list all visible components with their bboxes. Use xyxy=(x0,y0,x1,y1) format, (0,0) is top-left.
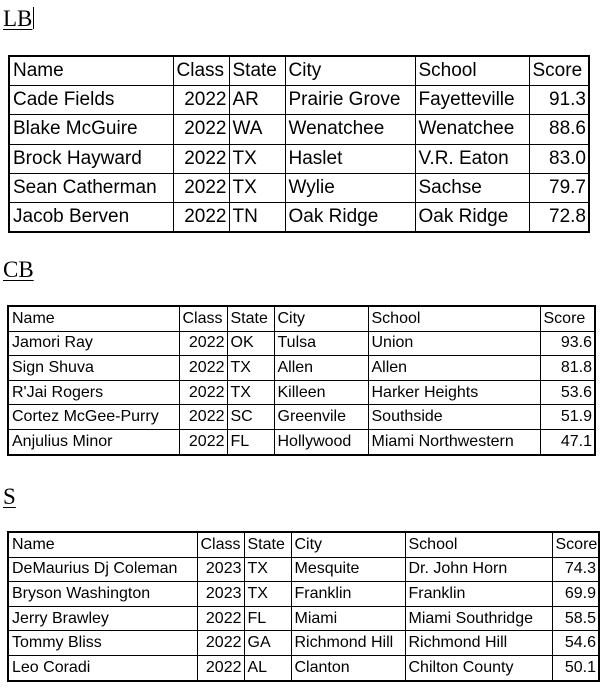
cell-city: Wenatchee xyxy=(285,115,415,144)
cell-name: Tommy Bliss xyxy=(8,631,197,656)
cell-score: 88.6 xyxy=(529,115,589,144)
cell-state: TX xyxy=(229,144,285,173)
cell-name: Blake McGuire xyxy=(9,115,173,144)
section-heading-cb: CB xyxy=(3,257,34,282)
column-header: State xyxy=(229,56,285,86)
table-row xyxy=(8,380,595,405)
cell-city: Franklin xyxy=(291,582,405,607)
table-row xyxy=(9,144,589,173)
cell-school: Union xyxy=(368,331,540,356)
cell-school: Sachse xyxy=(415,173,529,202)
cell-city: Killeen xyxy=(274,380,368,405)
cell-score: 93.6 xyxy=(540,331,595,356)
cell-state: SC xyxy=(227,405,274,430)
column-header: Score xyxy=(540,306,595,331)
cell-state: TX xyxy=(229,173,285,202)
cell-school: Richmond Hill xyxy=(405,631,552,656)
cell-score: 54.6 xyxy=(552,631,599,656)
table-row xyxy=(8,655,599,680)
cell-name: Leo Coradi xyxy=(8,655,197,680)
cell-class: 2022 xyxy=(173,144,229,173)
cell-city: Clanton xyxy=(291,655,405,680)
cell-score: 91.3 xyxy=(529,86,589,115)
cell-class: 2022 xyxy=(179,356,227,381)
cell-state: OK xyxy=(227,331,274,356)
table-row xyxy=(9,173,589,202)
cell-class: 2022 xyxy=(179,405,227,430)
cell-school: Wenatchee xyxy=(415,115,529,144)
cell-school: Chilton County xyxy=(405,655,552,680)
table-row xyxy=(8,631,599,656)
cell-score: 47.1 xyxy=(540,429,595,454)
cell-state: FL xyxy=(244,606,291,631)
cell-name: Brock Hayward xyxy=(9,144,173,173)
table-header-row xyxy=(8,532,599,557)
cell-school: Dr. John Horn xyxy=(405,557,552,582)
cell-score: 53.6 xyxy=(540,380,595,405)
s-table xyxy=(7,531,600,682)
table-row xyxy=(8,557,599,582)
table-row xyxy=(8,405,595,430)
cell-school: V.R. Eaton xyxy=(415,144,529,173)
cell-school: Allen xyxy=(368,356,540,381)
cell-class: 2022 xyxy=(173,173,229,202)
cell-name: Jerry Brawley xyxy=(8,606,197,631)
table-row xyxy=(9,202,589,232)
cell-name: Cade Fields xyxy=(9,86,173,115)
cell-name: Bryson Washington xyxy=(8,582,197,607)
cell-class: 2022 xyxy=(179,429,227,454)
cell-score: 51.9 xyxy=(540,405,595,430)
cell-class: 2022 xyxy=(179,331,227,356)
cell-name: Jamori Ray xyxy=(8,331,179,356)
cell-name: Sign Shuva xyxy=(8,356,179,381)
section-heading-s: S xyxy=(3,484,16,509)
cell-score: 74.3 xyxy=(552,557,599,582)
cell-class: 2022 xyxy=(197,631,244,656)
column-header: Name xyxy=(8,306,179,331)
cell-score: 50.1 xyxy=(552,655,599,680)
cell-state: TN xyxy=(229,202,285,232)
cell-state: GA xyxy=(244,631,291,656)
column-header: Name xyxy=(8,532,197,557)
cell-state: TX xyxy=(227,380,274,405)
table-row xyxy=(8,606,599,631)
cell-class: 2023 xyxy=(197,557,244,582)
section-heading-lb: LB xyxy=(3,6,33,31)
cell-name: R'Jai Rogers xyxy=(8,380,179,405)
cell-state: FL xyxy=(227,429,274,454)
column-header: Name xyxy=(9,56,173,86)
cell-city: Prairie Grove xyxy=(285,86,415,115)
column-header: City xyxy=(274,306,368,331)
cell-school: Southside xyxy=(368,405,540,430)
table-row xyxy=(9,86,589,115)
cell-class: 2022 xyxy=(179,380,227,405)
cb-table xyxy=(7,305,596,456)
cell-name: Cortez McGee-Purry xyxy=(8,405,179,430)
cell-school: Miami Southridge xyxy=(405,606,552,631)
column-header: School xyxy=(405,532,552,557)
cell-name: Jacob Berven xyxy=(9,202,173,232)
cell-city: Mesquite xyxy=(291,557,405,582)
table-header-row xyxy=(8,306,595,331)
cell-state: WA xyxy=(229,115,285,144)
column-header: Class xyxy=(179,306,227,331)
cell-class: 2022 xyxy=(197,655,244,680)
cell-class: 2023 xyxy=(197,582,244,607)
column-header: State xyxy=(227,306,274,331)
column-header: Score xyxy=(529,56,589,86)
cell-score: 79.7 xyxy=(529,173,589,202)
column-header: Score xyxy=(552,532,599,557)
cell-class: 2022 xyxy=(173,115,229,144)
cell-name: Anjulius Minor xyxy=(8,429,179,454)
column-header: School xyxy=(415,56,529,86)
cell-score: 69.9 xyxy=(552,582,599,607)
column-header: Class xyxy=(197,532,244,557)
table-row xyxy=(8,582,599,607)
table-header-row xyxy=(9,56,589,86)
cell-school: Harker Heights xyxy=(368,380,540,405)
cell-name: Sean Catherman xyxy=(9,173,173,202)
cell-city: Oak Ridge xyxy=(285,202,415,232)
column-header: City xyxy=(285,56,415,86)
cell-school: Oak Ridge xyxy=(415,202,529,232)
cell-score: 72.8 xyxy=(529,202,589,232)
cell-city: Allen xyxy=(274,356,368,381)
cell-city: Haslet xyxy=(285,144,415,173)
cell-state: TX xyxy=(244,582,291,607)
cell-score: 83.0 xyxy=(529,144,589,173)
column-header: State xyxy=(244,532,291,557)
cell-class: 2022 xyxy=(197,606,244,631)
cell-class: 2022 xyxy=(173,86,229,115)
cell-class: 2022 xyxy=(173,202,229,232)
cell-school: Fayetteville xyxy=(415,86,529,115)
cell-name: DeMaurius Dj Coleman xyxy=(8,557,197,582)
cell-state: TX xyxy=(227,356,274,381)
cell-school: Miami Northwestern xyxy=(368,429,540,454)
cell-state: TX xyxy=(244,557,291,582)
cell-city: Miami xyxy=(291,606,405,631)
text-cursor xyxy=(33,7,34,29)
cell-city: Richmond Hill xyxy=(291,631,405,656)
cell-score: 81.8 xyxy=(540,356,595,381)
column-header: City xyxy=(291,532,405,557)
table-row xyxy=(8,331,595,356)
column-header: Class xyxy=(173,56,229,86)
cell-state: AR xyxy=(229,86,285,115)
cell-state: AL xyxy=(244,655,291,680)
cell-city: Greenvile xyxy=(274,405,368,430)
cell-school: Franklin xyxy=(405,582,552,607)
cell-city: Hollywood xyxy=(274,429,368,454)
table-row xyxy=(8,356,595,381)
lb-table xyxy=(8,55,590,233)
column-header: School xyxy=(368,306,540,331)
cell-city: Wylie xyxy=(285,173,415,202)
cell-city: Tulsa xyxy=(274,331,368,356)
table-row xyxy=(8,429,595,454)
table-row xyxy=(9,115,589,144)
cell-score: 58.5 xyxy=(552,606,599,631)
